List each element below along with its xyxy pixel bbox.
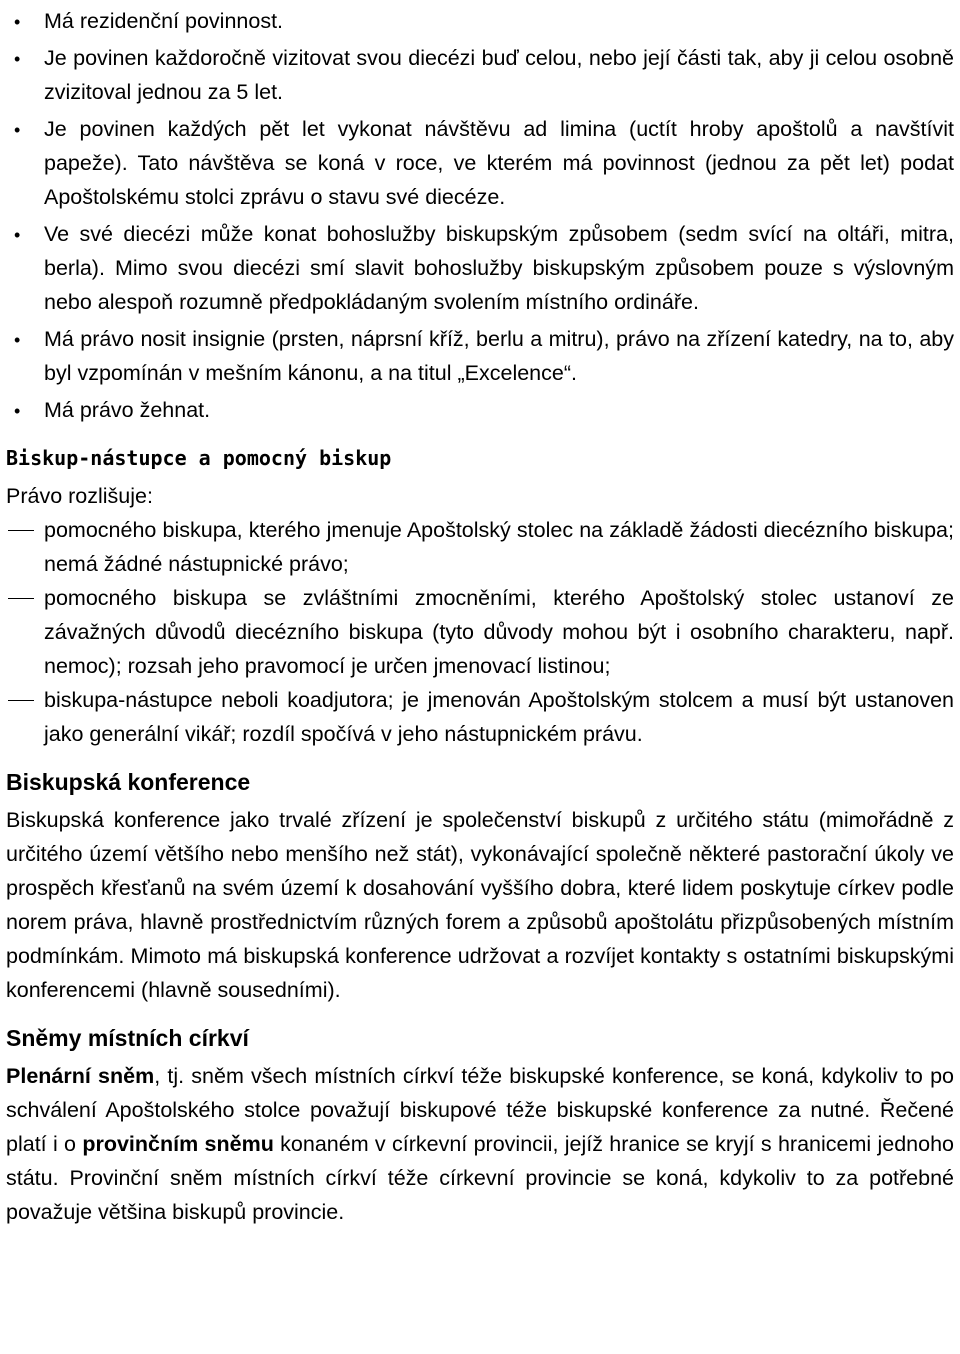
list-item-text: pomocného biskupa se zvláštními zmocněními, kterého Apoštolský stolec ustanoví ze závažných důvodů diecézního biskupa (tyto důvody mohou být i osobního charakteru, např. nemoc); rozsah jeho pravomocí je určen jmenovací listinou;: [44, 586, 954, 678]
bullet-icon: [14, 112, 34, 147]
list-item: [6, 683, 954, 751]
local-councils-paragraph: [6, 1059, 954, 1229]
document-body: [6, 4, 954, 1229]
bullet-icon: [14, 322, 34, 357]
bishops-conference-paragraph: Biskupská konference jako trvalé zřízení je společenství biskupů z určitého státu (mimořádně z určitého území většího nebo menšího než stát), vykonávající společně některé pastorační úkoly ve prospěch křesťanů na svém území k dosahování vyššího dobra, které lidem poskytuje církev podle norem práva, hlavně prostřednictvím různých forem a způsobů apoštolátu přizpůsobených místním podmínkám. Mimoto má biskupská konference udržovat a rozvíjet kontakty s ostatními biskupskými konferencemi (hlavně sousedními).: [6, 808, 954, 1002]
bullet-icon: [14, 41, 34, 76]
list-item: [6, 4, 954, 38]
dash-icon: [8, 530, 34, 531]
paragraph-text: , tj. sněm všech místních církví téže biskupské konference, se koná, kdykoliv to po schválení Apoštolského stolce považují biskupové téže biskupské konference za nutné. Řečené platí i o: [6, 1064, 954, 1156]
list-item: [6, 217, 954, 319]
term-provincial-council: provinčním sněmu: [82, 1132, 274, 1156]
section-heading-auxiliary-bishop: Biskup-nástupce a pomocný biskup: [6, 446, 392, 470]
list-item: [6, 393, 954, 427]
list-item-text: Má právo žehnat.: [44, 398, 211, 422]
dash-icon: [8, 598, 34, 599]
bullet-icon: [14, 4, 34, 39]
section-heading-local-councils: Sněmy místních církví: [6, 1025, 249, 1051]
paragraph-text: konaném v církevní provincii, jejíž hranice se kryjí s hranicemi jednoho státu. Provinční sněm místních církví téže církevní provincie se koná, kdykoliv to za potřebné považuje většina biskupů provincie.: [6, 1132, 954, 1224]
list-item: [6, 322, 954, 390]
dash-icon: [8, 700, 34, 701]
list-item-text: Je povinen každých pět let vykonat návštěvu ad limina (uctít hroby apoštolů a navštívit papeže). Tato návštěva se koná v roce, ve kterém má povinnost (jednou za pět let) podat Apoštolskému stolci zprávu o stavu své diecéze.: [44, 117, 954, 209]
bishop-duties-list: [6, 4, 954, 427]
list-item-text: Má rezidenční povinnost.: [44, 9, 284, 33]
list-item: [6, 581, 954, 683]
bullet-icon: [14, 393, 34, 428]
list-item-text: pomocného biskupa, kterého jmenuje Apoštolský stolec na základě žádosti diecézního biskupa; nemá žádné nástupnické právo;: [44, 518, 954, 576]
term-plenary-council: Plenární sněm: [6, 1064, 155, 1088]
list-item: [6, 513, 954, 581]
list-item-text: biskupa-nástupce neboli koadjutora; je jmenován Apoštolským stolcem a musí být ustanoven jako generální vikář; rozdíl spočívá v jeho nástupnickém právu.: [44, 688, 954, 746]
list-item: [6, 112, 954, 214]
section-heading-bishops-conference: Biskupská konference: [6, 769, 251, 795]
list-item: [6, 41, 954, 109]
auxiliary-bishop-types-list: [6, 513, 954, 751]
section-intro: Právo rozlišuje:: [6, 484, 153, 508]
list-item-text: Ve své diecézi může konat bohoslužby biskupským způsobem (sedm svící na oltáři, mitra, berla). Mimo svou diecézi smí slavit bohoslužby biskupským způsobem pouze s výslovným nebo alespoň rozumně předpokládaným svolením místního ordináře.: [44, 222, 954, 314]
bullet-icon: [14, 217, 34, 252]
list-item-text: Je povinen každoročně vizitovat svou diecézi buď celou, nebo její části tak, aby ji celou osobně zvizitoval jednou za 5 let.: [44, 46, 954, 104]
list-item-text: Má právo nosit insignie (prsten, náprsní kříž, berlu a mitru), právo na zřízení katedry, na to, aby byl vzpomínán v mešním kánonu, a na titul „Excelence“.: [44, 327, 954, 385]
